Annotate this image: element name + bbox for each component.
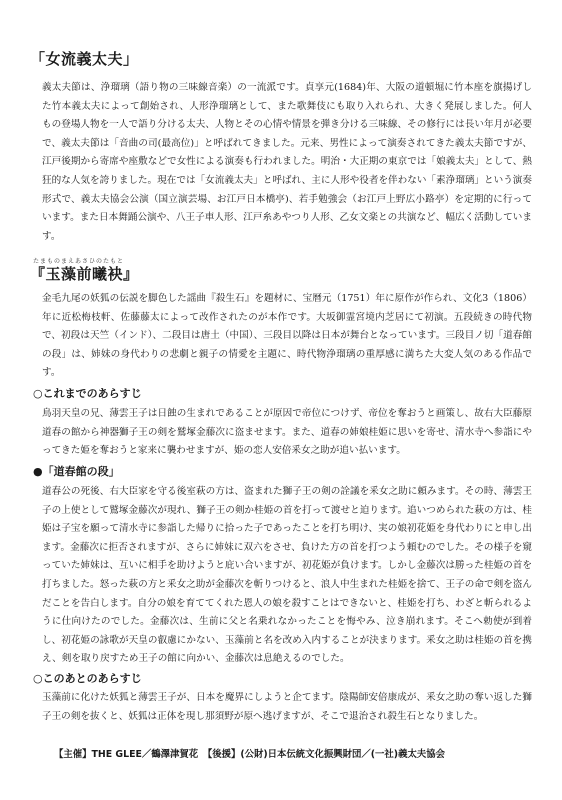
gidayu-description: 義太夫節は、浄瑠璃（語り物の三味線音楽）の一流派です。貞享元(1684)年、大阪の道頓堀に竹本座を旗揚げした竹本義太夫によって創始され、人形浄瑠璃として、また歌舞伎にも取り入れられ、大きく発展しました。何人もの登場人物を一人で語り分ける太夫、人物とその心情や情景を弾き分ける三味線、その修行には長い年月が必要で、義太夫節は「音曲の司(最高位)」と呼ばれてきました。元来、男性によって演奏されてきた義太夫節ですが、江戸後期から寄席や座敷などで女性による演奏も行われました。明治・大正期の東京では「娘義太夫」として、熱狂的な人気を誇りました。現在では「女流義太夫」と呼ばれ、主に人形や役者を伴わない「素浄瑠璃」という演奏形式で、義太夫協会公演（国立演芸場、お江戸日本橋亭)、若手勉強会（お江戸上野広小路亭）を定期的に行っています。また日本舞踊公演や、八王子車人形、江戸糸あやつり人形、乙女文楽との共演など、幅広く活動しています。 [42,82,532,242]
story-so-far-heading: ○これまでのあらすじ [33,387,142,400]
section-heading-gidayu: 「女流義太夫」 [30,50,139,68]
credits-footer: 【主催】THE GLEE／鶴澤津賀花 【後援】(公財)日本伝統文化振興財団／(一社)義太夫協会 [54,749,445,760]
scene-heading: ●「道春館の段」 [33,465,120,478]
work-description: 金毛九尾の妖狐の伝説を脚色した謡曲『殺生石』を題材に、宝暦元（1751）年に原作が作られ、文化3（1806）年に近松梅枝軒、佐藤藤太によって改作されたのが本作です。大坂御霊宮境内芝居にて初演。五段続きの時代物で、初段は天竺（インド）、二段目は唐土（中国）、三段目以降は日本が舞台となっています。三段目ノ切「道春館の段」は、姉妹の身代わりの悲劇と親子の情愛を主題に、時代物浄瑠璃の重厚感に満ちた大変人気のある作品です。 [42,293,532,379]
title-ruby-reading: たまものまえあさひのたもと [33,258,125,265]
story-after-heading: ○このあとのあらすじ [33,672,142,685]
story-after-text: 玉藻前に化けた妖狐と薄雲王子が、日本を魔界にしようと企てます。陰陽師安倍康成が、釆女之助の奪い返した獅子王の剣を抜くと、妖狐は正体を現し那須野が原へ逃げますが、そこで退治され殺生石となりました。 [42,692,532,722]
scene-synopsis: 道春公の死後、右大臣家を守る後室萩の方は、盗まれた獅子王の剣の詮議を釆女之助に頼みます。その時、薄雲王子の上使として鷲塚金藤次が現れ、獅子王の剣か桂姫の首を打って渡せと迫ります。追いつめられた萩の方は、桂姫は子宝を願って清水寺に参詣した帰りに拾った子であったことを打ち明け、実の娘初花姫を身代わりにと申し出ます。金藤次に拒否されますが、さらに姉妹に双六をさせ、負けた方の首を打つよう頼むのでした。その様子を窺っていた姉妹は、互いに相手を助けようと庇い合いますが、初花姫が負けます。しかし金藤次は勝った桂姫の首を打ちました。怒った萩の方と釆女之助が金藤次を斬りつけると、浪人中生まれた桂姫を捨て、王子の命で剣を盗んだことを告白します。自分の娘を育ててくれた恩人の娘を殺すことはできないと、桂姫を打ち、わざと斬られるように仕向けたのでした。金藤次は、生前に父と名乗れなかったことを悔やみ、泣き崩れます。そこへ勅使が到着し、初花姫の詠歌が天皇の叡慮にかない、玉藻前と名を改め入内することが決まります。釆女之助は桂姫の首を携え、剣を取り戻すため王子の館に向かい、金藤次は息絶えるのでした。 [42,486,532,665]
story-so-far-text: 鳥羽天皇の兄、薄雲王子は日蝕の生まれであることが原因で帝位につけず、帝位を奪おうと画策し、故右大臣藤原道春の館から神器獅子王の剣を鷲塚金藤次に盗ませます。また、道春の姉娘桂姫に思いを寄せ、清水寺へ参詣にやってきた姫を奪おうと家来に襲わせますが、姫の恋人安倍釆女之助が追い払います。 [42,408,532,457]
work-title-heading: 『玉藻前曦袂』 [30,265,139,283]
